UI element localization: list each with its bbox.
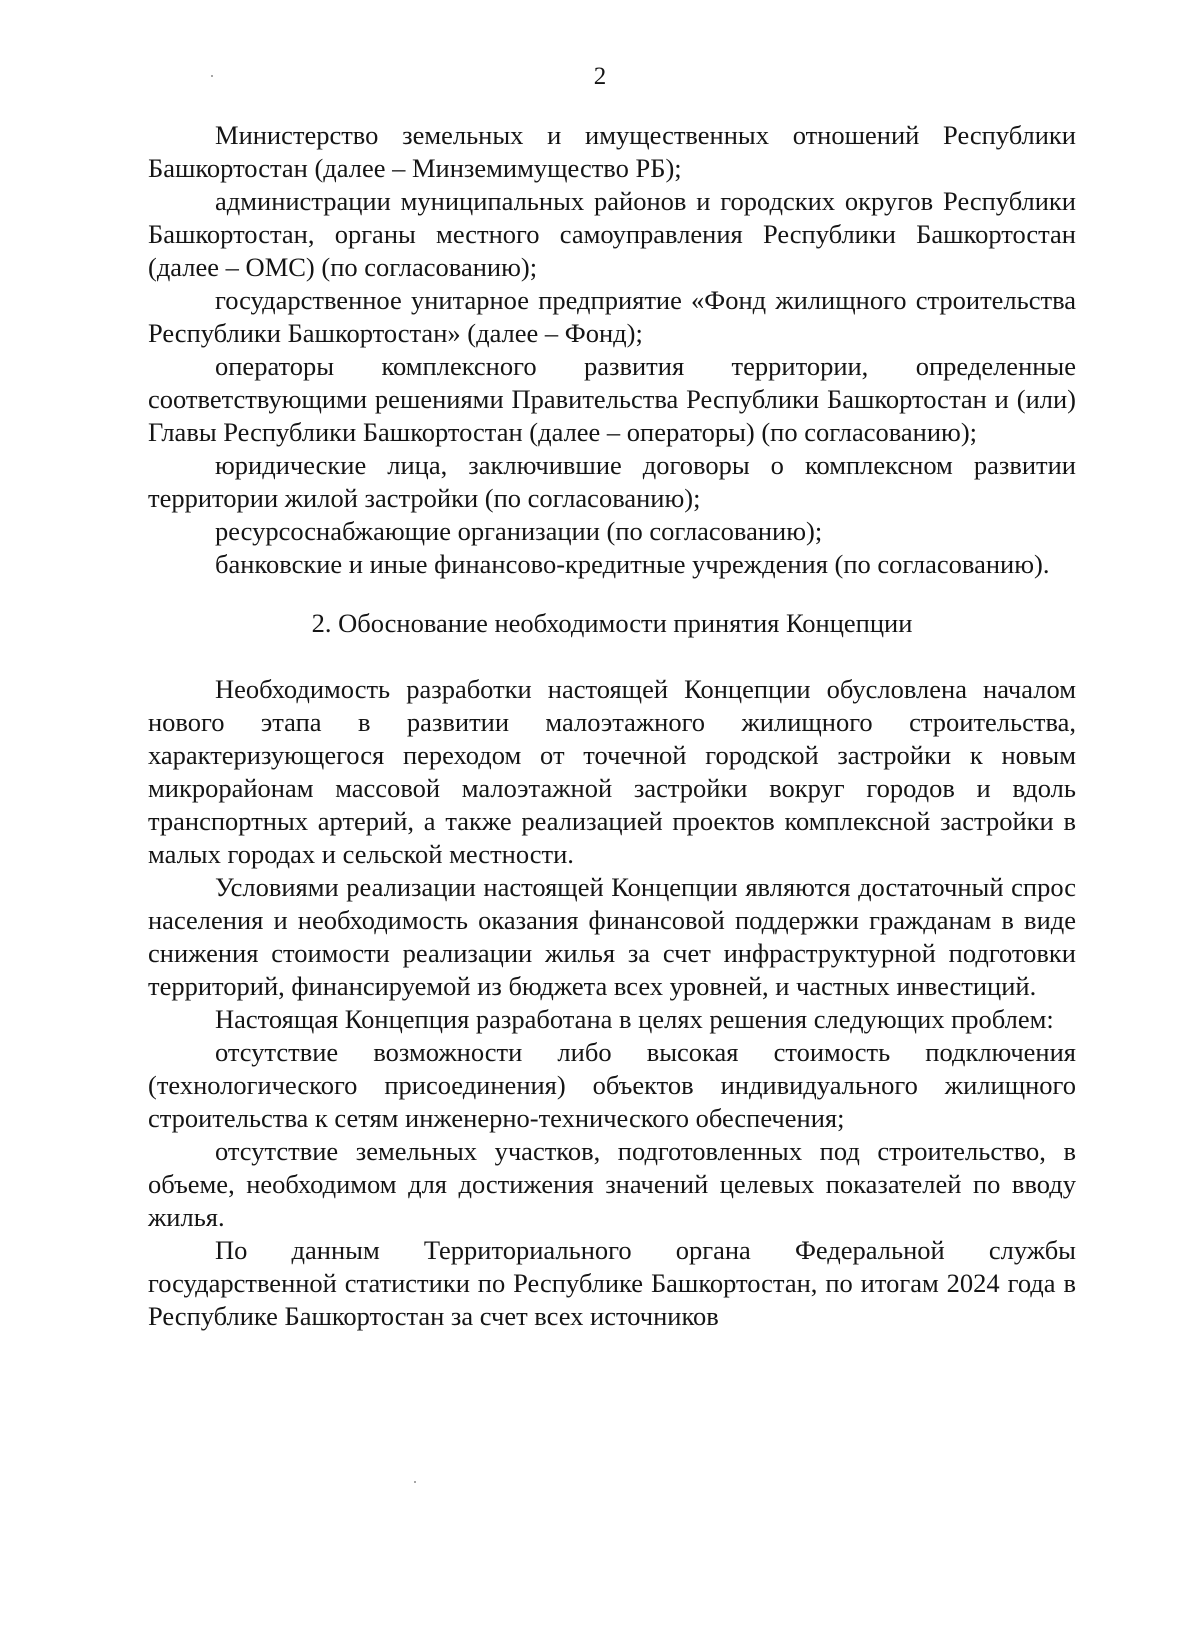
section-heading: 2. Обоснование необходимости принятия Концепции <box>311 608 913 638</box>
body-paragraph: Необходимость разработки настоящей Концепции обусловлена началом нового этапа в развитии малоэтажного жилищного строительства, характеризующегося переходом от точечной городской застройки к новым микрорайонам массовой малоэтажной застройки вокруг городов и вдоль транспортных артерий, а также реализацией проектов комплексной застройки в малых городах и сельской местности. <box>148 674 1076 869</box>
problem-item: отсутствие земельных участков, подготовленных под строительство, в объеме, необходимом для достижения значений целевых показателей по вводу жилья. <box>148 1136 1076 1232</box>
body-paragraph: Настоящая Концепция разработана в целях решения следующих проблем: <box>215 1004 1054 1034</box>
participant-item: государственное унитарное предприятие «Фонд жилищного строительства Республики Башкортостан» (далее – Фонд); <box>148 285 1076 348</box>
page-number: 2 <box>593 63 607 90</box>
participant-item: операторы комплексного развития территории, определенные соответствующими решениями Правительства Республики Башкортостан и (или) Главы Республики Башкортостан (далее – операторы) (по согласованию); <box>148 351 1076 447</box>
participant-item: юридические лица, заключившие договоры о комплексном развитии территории жилой застройки (по согласованию); <box>148 450 1076 513</box>
document-body <box>148 119 1076 1333</box>
problem-item: отсутствие возможности либо высокая стоимость подключения (технологического присоединения) объектов индивидуального жилищного строительства к сетям инженерно-технического обеспечения; <box>148 1037 1076 1133</box>
scan-speck <box>414 1481 416 1483</box>
participant-item: банковские и иные финансово-кредитные учреждения (по согласованию). <box>215 549 1050 579</box>
body-paragraph: По данным Территориального органа Федеральной службы государственной статистики по Республике Башкортостан, по итогам 2024 года в Республике Башкортостан за счет всех источников <box>148 1235 1076 1331</box>
participant-item: администрации муниципальных районов и городских округов Республики Башкортостан, органы местного самоуправления Республики Башкортостан (далее – ОМС) (по согласованию); <box>148 186 1076 282</box>
participant-item: ресурсоснабжающие организации (по согласованию); <box>215 516 823 546</box>
body-paragraph: Условиями реализации настоящей Концепции являются достаточный спрос населения и необходимость оказания финансовой поддержки гражданам в виде снижения стоимости реализации жилья за счет инфраструктурной подготовки территорий, финансируемой из бюджета всех уровней, и частных инвестиций. <box>148 872 1076 1001</box>
participant-item: Министерство земельных и имущественных отношений Республики Башкортостан (далее – Минземимущество РБ); <box>148 120 1076 183</box>
